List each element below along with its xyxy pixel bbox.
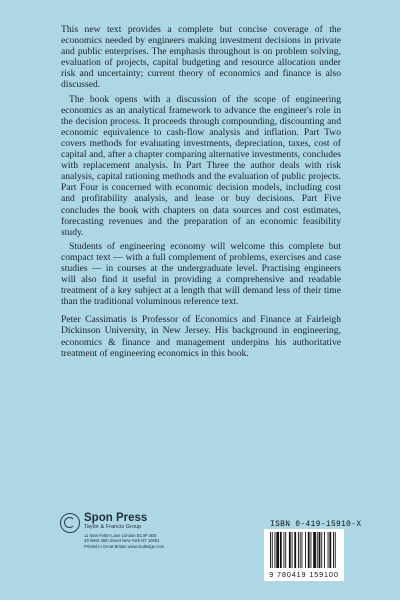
publisher-address-line: 29 West 35th Street New York NY 10001 (84, 538, 160, 544)
barcode-bar (324, 532, 325, 568)
barcode-bar (321, 532, 322, 568)
barcode (264, 529, 344, 581)
barcode-bar (289, 532, 291, 568)
barcode-bar (305, 532, 306, 568)
publisher-address-line: 11 New Fetter Lane London EC4P 4EE (84, 533, 157, 538)
barcode-bar (308, 532, 310, 568)
isbn-label: ISBN 0-419-15910-X (270, 521, 362, 529)
barcode-bar (298, 532, 299, 568)
publisher-logo-icon (60, 513, 80, 533)
publisher-block (60, 512, 164, 549)
barcode-bar (275, 532, 276, 568)
blurb-text (61, 24, 341, 362)
barcode-bar (300, 532, 301, 568)
blurb-paragraph-contents: The book opens with a discussion of the scope of engineering economics as an analytical framework to advance the engineer's role in the decision process. It proceeds through compounding, discounting and economic equivalence to cash-flow analysis and inflation. Part Two covers methods for evaluating investments, depreciation, taxes, cost of capital and, after a chapter comparing alternative investments, concludes with replacement analysis. In Part Three the author deals with risk analysis, capital rationing methods and the evaluation of public projects. Part Four is concerned with economic decision models, including cost and profitability analysis, and lease or buy decisions. Part Five concludes the book with chapters on data sources and cost estimates, forecasting revenues and the preparation of an economic feasibility study. (61, 93, 341, 238)
barcode-bar (294, 532, 296, 568)
barcode-bar (333, 532, 334, 568)
publisher-text (84, 512, 164, 549)
barcode-bars (268, 532, 340, 570)
barcode-bar (270, 532, 271, 568)
barcode-bar (328, 532, 329, 568)
barcode-bar (276, 532, 279, 568)
barcode-bar (319, 532, 321, 568)
barcode-number: 9 780419 159100 (269, 570, 339, 579)
barcode-bar (302, 532, 303, 568)
publisher-address-line: Printed in Great Britain www.routledge.com (84, 543, 165, 549)
publisher-name: Spon Press (84, 512, 148, 524)
barcode-bar (335, 532, 336, 568)
barcode-bar (285, 532, 286, 568)
barcode-bar (329, 532, 331, 568)
barcode-bar (313, 532, 316, 568)
barcode-bar (311, 532, 312, 568)
barcode-bar (317, 532, 318, 568)
barcode-bar (280, 532, 282, 568)
publisher-group: Taylor & Francis Group (84, 524, 142, 530)
blurb-paragraph-intro: This new text provides a complete but concise coverage of the economics needed by engineers making investment decisions in private and public enterprises. The emphasis throughout is on problem solving, evaluation of projects, capital budgeting and resource allocation under risk and uncertainty; current theory of economics and finance is also discussed. (61, 24, 341, 91)
author-bio: Peter Cassimatis is Professor of Economics and Finance at Fairleigh Dickinson University, in New Jersey. His background in engineering, economics & finance and management underpins his authoritative treatment of engineering economics in this book. (61, 314, 341, 359)
barcode-bar (292, 532, 293, 568)
barcode-bar (272, 532, 273, 568)
barcode-bar (284, 532, 285, 568)
blurb-paragraph-audience: Students of engineering economy will welcome this complete but compact text — with a full complement of problems, exercises and case studies — in courses at the undergraduate level. Practising engineers will also find it useful in providing a comprehensive and readable treatment of a key subject at a length that will demand less of their time than the traditional voluminous reference text. (61, 240, 341, 308)
